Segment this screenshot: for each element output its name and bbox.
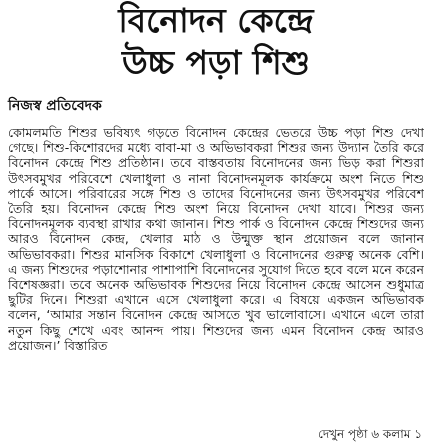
article-paragraph: কোমলমতি শিশুর ভবিষ্যৎ গড়তে বিনোদন কেন্দ্রের ভেতরে উচ্চ পড়া শিশু দেখা গেছে। শিশু-কিশোরদের মধ্যে বাবা-মা ও অভিভাবকরা শিশুর জন্য উদ্যান তৈরি করে বিনোদন কেন্দ্রে শিশু প্রতিষ্ঠান। তবে বাস্তবতায় বিনোদনের জন্য ভিড় করা শিশুরা উৎসবমুখর পরিবেশে খেলাধুলা ও নানা বিনোদনমূলক কার্যক্রমে অংশ নিতে শিশু পার্কে আসে। পরিবারের সঙ্গে শিশু ও তাদের বিনোদনের জন্য উৎসবমুখর পরিবেশ তৈরি হয়। বিনোদন কেন্দ্রে শিশু অংশ নিয়ে বিনোদন দেখা যাবে। শিশুর জন্য বিনোদনমূলক ব্যবস্থা রাখার কথা জানান। শিশু পার্ক ও বিনোদন কেন্দ্রে শিশুদের জন্য আরও বিনোদন কেন্দ্র, খেলার মাঠ ও উন্মুক্ত স্থান প্রয়োজন বলে জানান অভিভাবকরা। শিশুর মানসিক বিকাশে খেলাধুলা ও বিনোদনের গুরুত্ব অনেক বেশি। এ জন্য শিশুদের পড়াশোনার পাশাপাশি বিনোদনের সুযোগ দিতে হবে বলে মনে করেন বিশেষজ্ঞরা। তবে অনেক অভিভাবক শিশুদের নিয়ে বিনোদন কেন্দ্রে আসেন শুধুমাত্র ছুটির দিনে। শিশুরা এখানে এসে খেলাধুলা করে। এ বিষয়ে একজন অভিভাবক বলেন, ‘আমার সন্তান বিনোদন কেন্দ্রে আসতে খুব ভালোবাসে। এখানে এলে তারা নতুন কিছু শেখে এবং আনন্দ পায়। শিশুদের জন্য এমন বিনোদন কেন্দ্র আরও প্রয়োজন।’ বিস্তারিত: [8, 125, 424, 353]
byline: নিজস্ব প্রতিবেদক: [8, 98, 102, 114]
headline-line-2: উচ্চ পড়া শিশু: [121, 43, 311, 82]
continued-note: দেখুন পৃষ্ঠা ৬ কলাম ১: [318, 427, 422, 441]
article-body: [8, 125, 424, 443]
headline-line-1: বিনোদন কেন্দ্রে: [118, 1, 314, 40]
